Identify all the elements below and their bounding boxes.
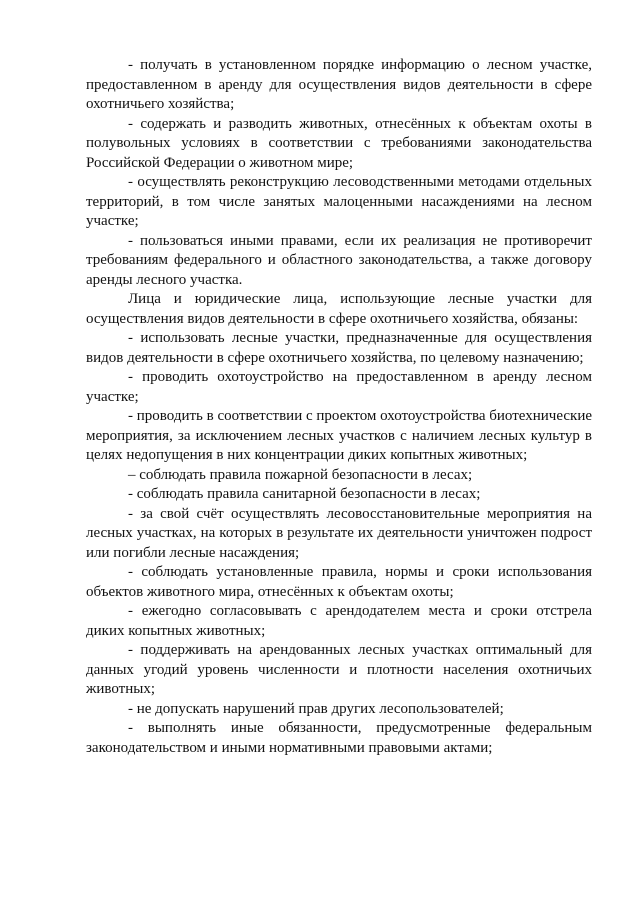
paragraph-duty-reforestation: - за свой счёт осуществлять лесовосстановительные мероприятия на лесных участках, на которых в результате их деятельности уничтожен подрост или погибли лесные насаждения; — [86, 505, 592, 561]
paragraph-duty-sanitary-safety: - соблюдать правила санитарной безопасности в лесах; — [128, 486, 481, 502]
paragraph-duty-culling-agreement: - ежегодно согласовывать с арендодателем места и сроки отстрела диких копытных животных; — [86, 603, 592, 639]
paragraph-duty-other: - выполнять иные обязанности, предусмотренные федеральным законодательством и иными нормативными правовыми актами; — [86, 720, 592, 756]
paragraph-duty-fire-safety: – соблюдать правила пожарной безопасности в лесах; — [128, 466, 473, 483]
paragraph-right-breeding: - содержать и разводить животных, отнесённых к объектам охоты в полувольных условиях в соответствии с требованиями законодательства Российской Федерации о животном мире; — [86, 115, 592, 171]
paragraph-duty-population: - поддерживать на арендованных лесных участках оптимальный для данных угодий уровень численности и плотности населения охотничьих животных; — [86, 642, 592, 697]
paragraph-duty-rules: - соблюдать установленные правила, нормы и сроки использования объектов животного мира, отнесённых к объектам охоты; — [86, 564, 592, 600]
paragraph-duty-purpose: - использовать лесные участки, предназначенные для осуществления видов деятельности в сфере охотничьего хозяйства, по целевому назначению; — [86, 330, 592, 366]
paragraph-right-reconstruction: - осуществлять реконструкцию лесоводственными методами отдельных территорий, в том числе занятых малоценными насаждениями на лесном участке; — [86, 174, 592, 229]
paragraph-right-info: - получать в установленном порядке информацию о лесном участке, предоставленном в аренду для осуществления видов деятельности в сфере охотничьего хозяйства; — [86, 57, 592, 112]
paragraph-obligations-intro: Лица и юридические лица, использующие лесные участки для осуществления видов деятельности в сфере охотничьего хозяйства, обязаны: — [86, 291, 592, 327]
paragraph-right-other: - пользоваться иными правами, если их реализация не противоречит требованиям федерального и областного законодательства, а также договору аренды лесного участка. — [86, 232, 592, 288]
paragraph-duty-biotechnical: - проводить в соответствии с проектом охотоустройства биотехнические мероприятия, за исключением лесных участков с наличием лесных культур в целях недопущения в них концентрации диких копытных животных; — [86, 408, 592, 463]
paragraph-duty-no-violations: - не допускать нарушений прав других лесопользователей; — [128, 700, 504, 717]
document-page — [86, 56, 592, 758]
paragraph-duty-hunting-arrangement: - проводить охотоустройство на предоставленном в аренду лесном участке; — [86, 369, 592, 405]
